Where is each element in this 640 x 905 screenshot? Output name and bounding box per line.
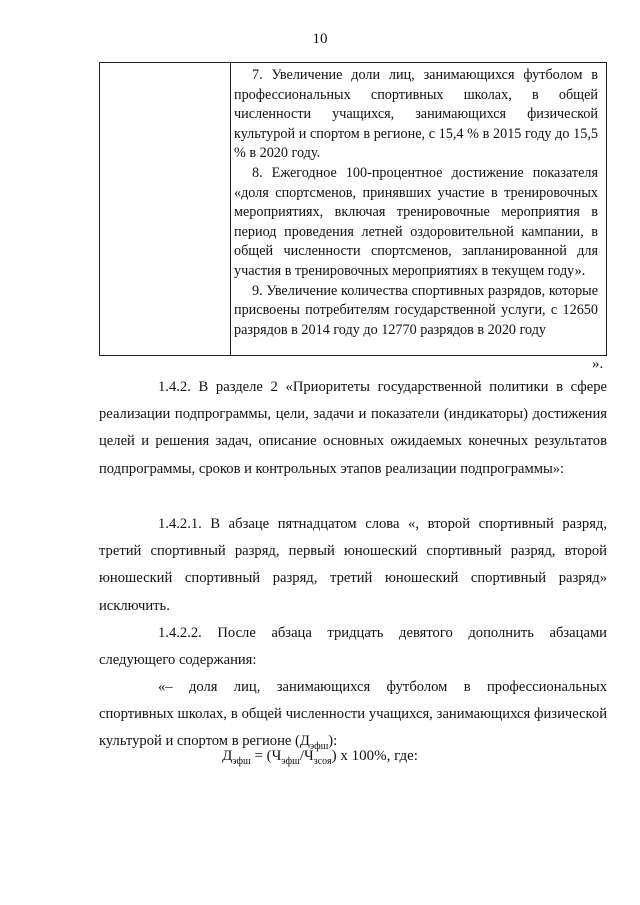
formula [0,748,640,767]
formula-slash: /Ч [299,748,314,764]
formula-lhs-sub: эфш [232,756,251,767]
formula-num-sub: эфш [281,756,300,767]
formula-den-sub: зсоя [313,756,332,767]
page-number: 10 [312,31,328,47]
formula-lhs: Д [222,748,233,764]
paragraph-text: 1.4.2. В разделе 2 «Приоритеты государственной политики в сфере реализации подпрограммы, цели, задачи и показатели (индикаторы) достижения целей и решения задач, описание основных ожидаемых конечных результатов подпрограммы, сроков и контрольных этапов реализации подпрограммы»: [99,379,607,477]
table-item-7: 7. Увеличение доли лиц, занимающихся футболом в профессиональных спортивных школах, в общей численности учащихся, занимающихся физической культурой и спортом в регионе, с 15,4 % в 2015 году до 15,5 % в 2020 году. [234,67,598,162]
table-item-8: 8. Ежегодное 100-процентное достижение показателя «доля спортсменов, принявших участие в тренировочных мероприятиях, включая тренировочные мероприятия в период проведения летней оздоровительной кампании, в общей численности спортсменов, запланированной для участия в тренировочных мероприятиях в текущем году». [234,164,598,279]
paragraph-1-4-2-1 [99,511,607,620]
paragraph-1-4-2-2 [99,620,607,674]
paragraph-text: 1.4.2.2. После абзаца тридцать девятого дополнить абзацами следующего содержания: [99,625,607,669]
paragraph-quote-text: «– доля лиц, занимающихся футболом в профессиональных спортивных школах, в общей численности учащихся, занимающихся физической культурой и спортом в регионе (Д [99,679,607,750]
paragraph-text: 1.4.2.1. В абзаце пятнадцатом слова «, второй спортивный разряд, третий спортивный разряд, первый юношеский спортивный разряд, второй юношеский спортивный разряд, третий юношеский спортивный разряд» исключить. [99,516,607,614]
formula-eq: = (Ч [250,748,282,764]
table-item-9: 9. Увеличение количества спортивных разрядов, которые присвоены потребителям государственной услуги, с 12650 разрядов в 2014 году до 12770 разрядов в 2020 году [234,282,598,338]
closing-quote: ». [592,356,604,372]
table-column-divider [230,63,231,355]
formula-tail: ) х 100%, где: [331,748,418,764]
paragraph-1-4-2 [99,374,607,483]
table-cell [234,66,598,340]
paragraph-quote-tail: ): [328,733,338,750]
subscript: эфш [309,741,329,753]
indicators-table [99,62,607,356]
